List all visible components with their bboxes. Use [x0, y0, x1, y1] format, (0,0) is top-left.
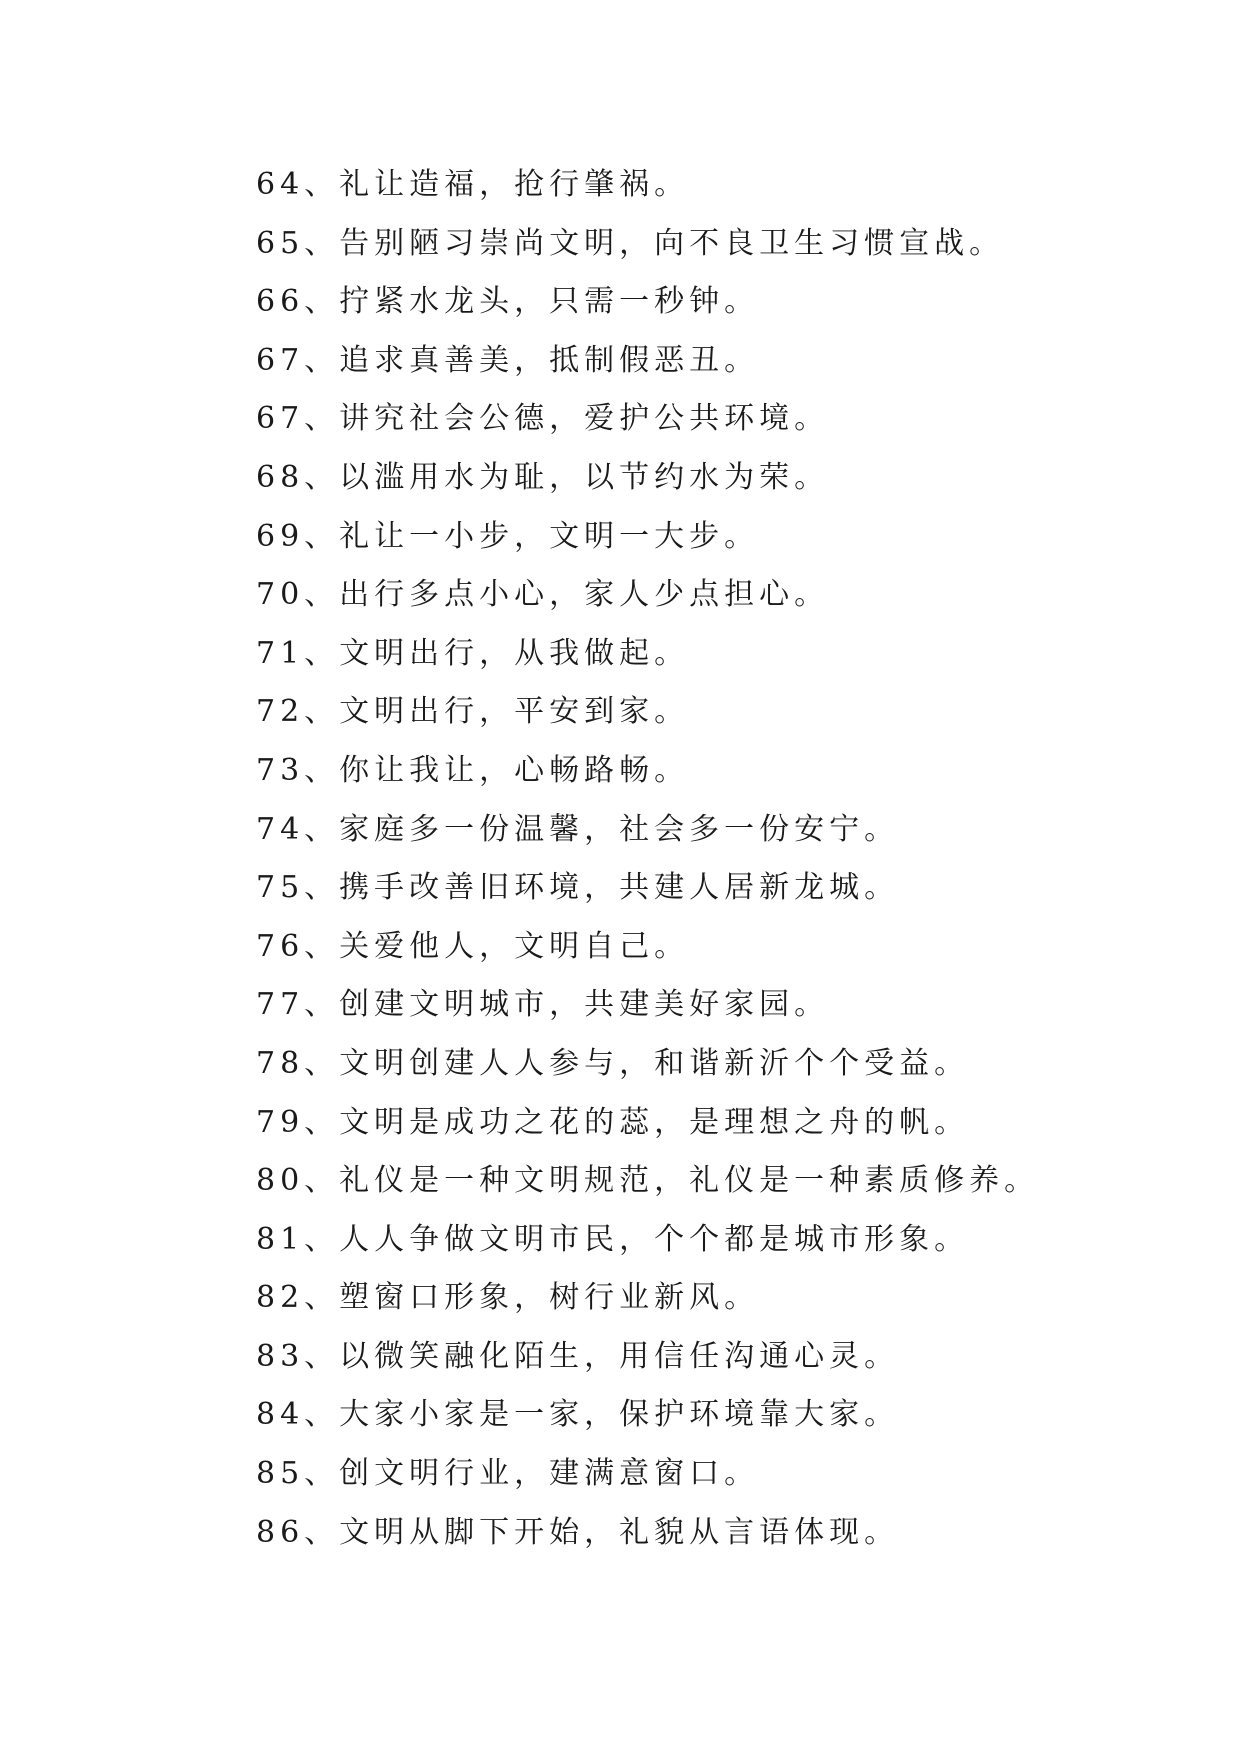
slogan-line: 70、出行多点小心，家人少点担心。 [256, 577, 830, 613]
slogan-line: 71、文明出行，从我做起。 [256, 635, 690, 671]
slogan-line: 85、创文明行业，建满意窗口。 [256, 1456, 760, 1492]
slogan-line: 80、礼仪是一种文明规范，礼仪是一种素质修养。 [256, 1163, 1040, 1199]
slogan-line: 83、以微笑融化陌生，用信任沟通心灵。 [256, 1338, 900, 1374]
slogan-line: 75、携手改善旧环境，共建人居新龙城。 [256, 870, 900, 906]
slogan-line: 69、礼让一小步，文明一大步。 [256, 518, 760, 554]
slogan-line: 84、大家小家是一家，保护环境靠大家。 [256, 1397, 900, 1433]
slogan-line: 78、文明创建人人参与，和谐新沂个个受益。 [256, 1045, 970, 1081]
slogan-list [256, 156, 1039, 1562]
slogan-line: 68、以滥用水为耻，以节约水为荣。 [256, 459, 830, 495]
slogan-line: 72、文明出行，平安到家。 [256, 694, 690, 730]
slogan-line: 66、拧紧水龙头，只需一秒钟。 [256, 284, 760, 320]
slogan-line: 82、塑窗口形象，树行业新风。 [256, 1280, 760, 1316]
slogan-line: 79、文明是成功之花的蕊，是理想之舟的帆。 [256, 1104, 970, 1140]
slogan-line: 77、创建文明城市，共建美好家园。 [256, 987, 830, 1023]
slogan-line: 86、文明从脚下开始，礼貌从言语体现。 [256, 1514, 900, 1550]
slogan-line: 76、关爱他人，文明自己。 [256, 928, 690, 964]
slogan-line: 74、家庭多一份温馨，社会多一份安宁。 [256, 811, 900, 847]
slogan-line: 73、你让我让，心畅路畅。 [256, 752, 690, 788]
slogan-line: 65、告别陋习崇尚文明，向不良卫生习惯宣战。 [256, 225, 1005, 261]
slogan-line: 81、人人争做文明市民，个个都是城市形象。 [256, 1221, 970, 1257]
slogan-line: 67、追求真善美，抵制假恶丑。 [256, 342, 760, 378]
slogan-line: 64、礼让造福，抢行肇祸。 [256, 167, 690, 202]
slogan-line: 67、讲究社会公德，爱护公共环境。 [256, 401, 830, 437]
